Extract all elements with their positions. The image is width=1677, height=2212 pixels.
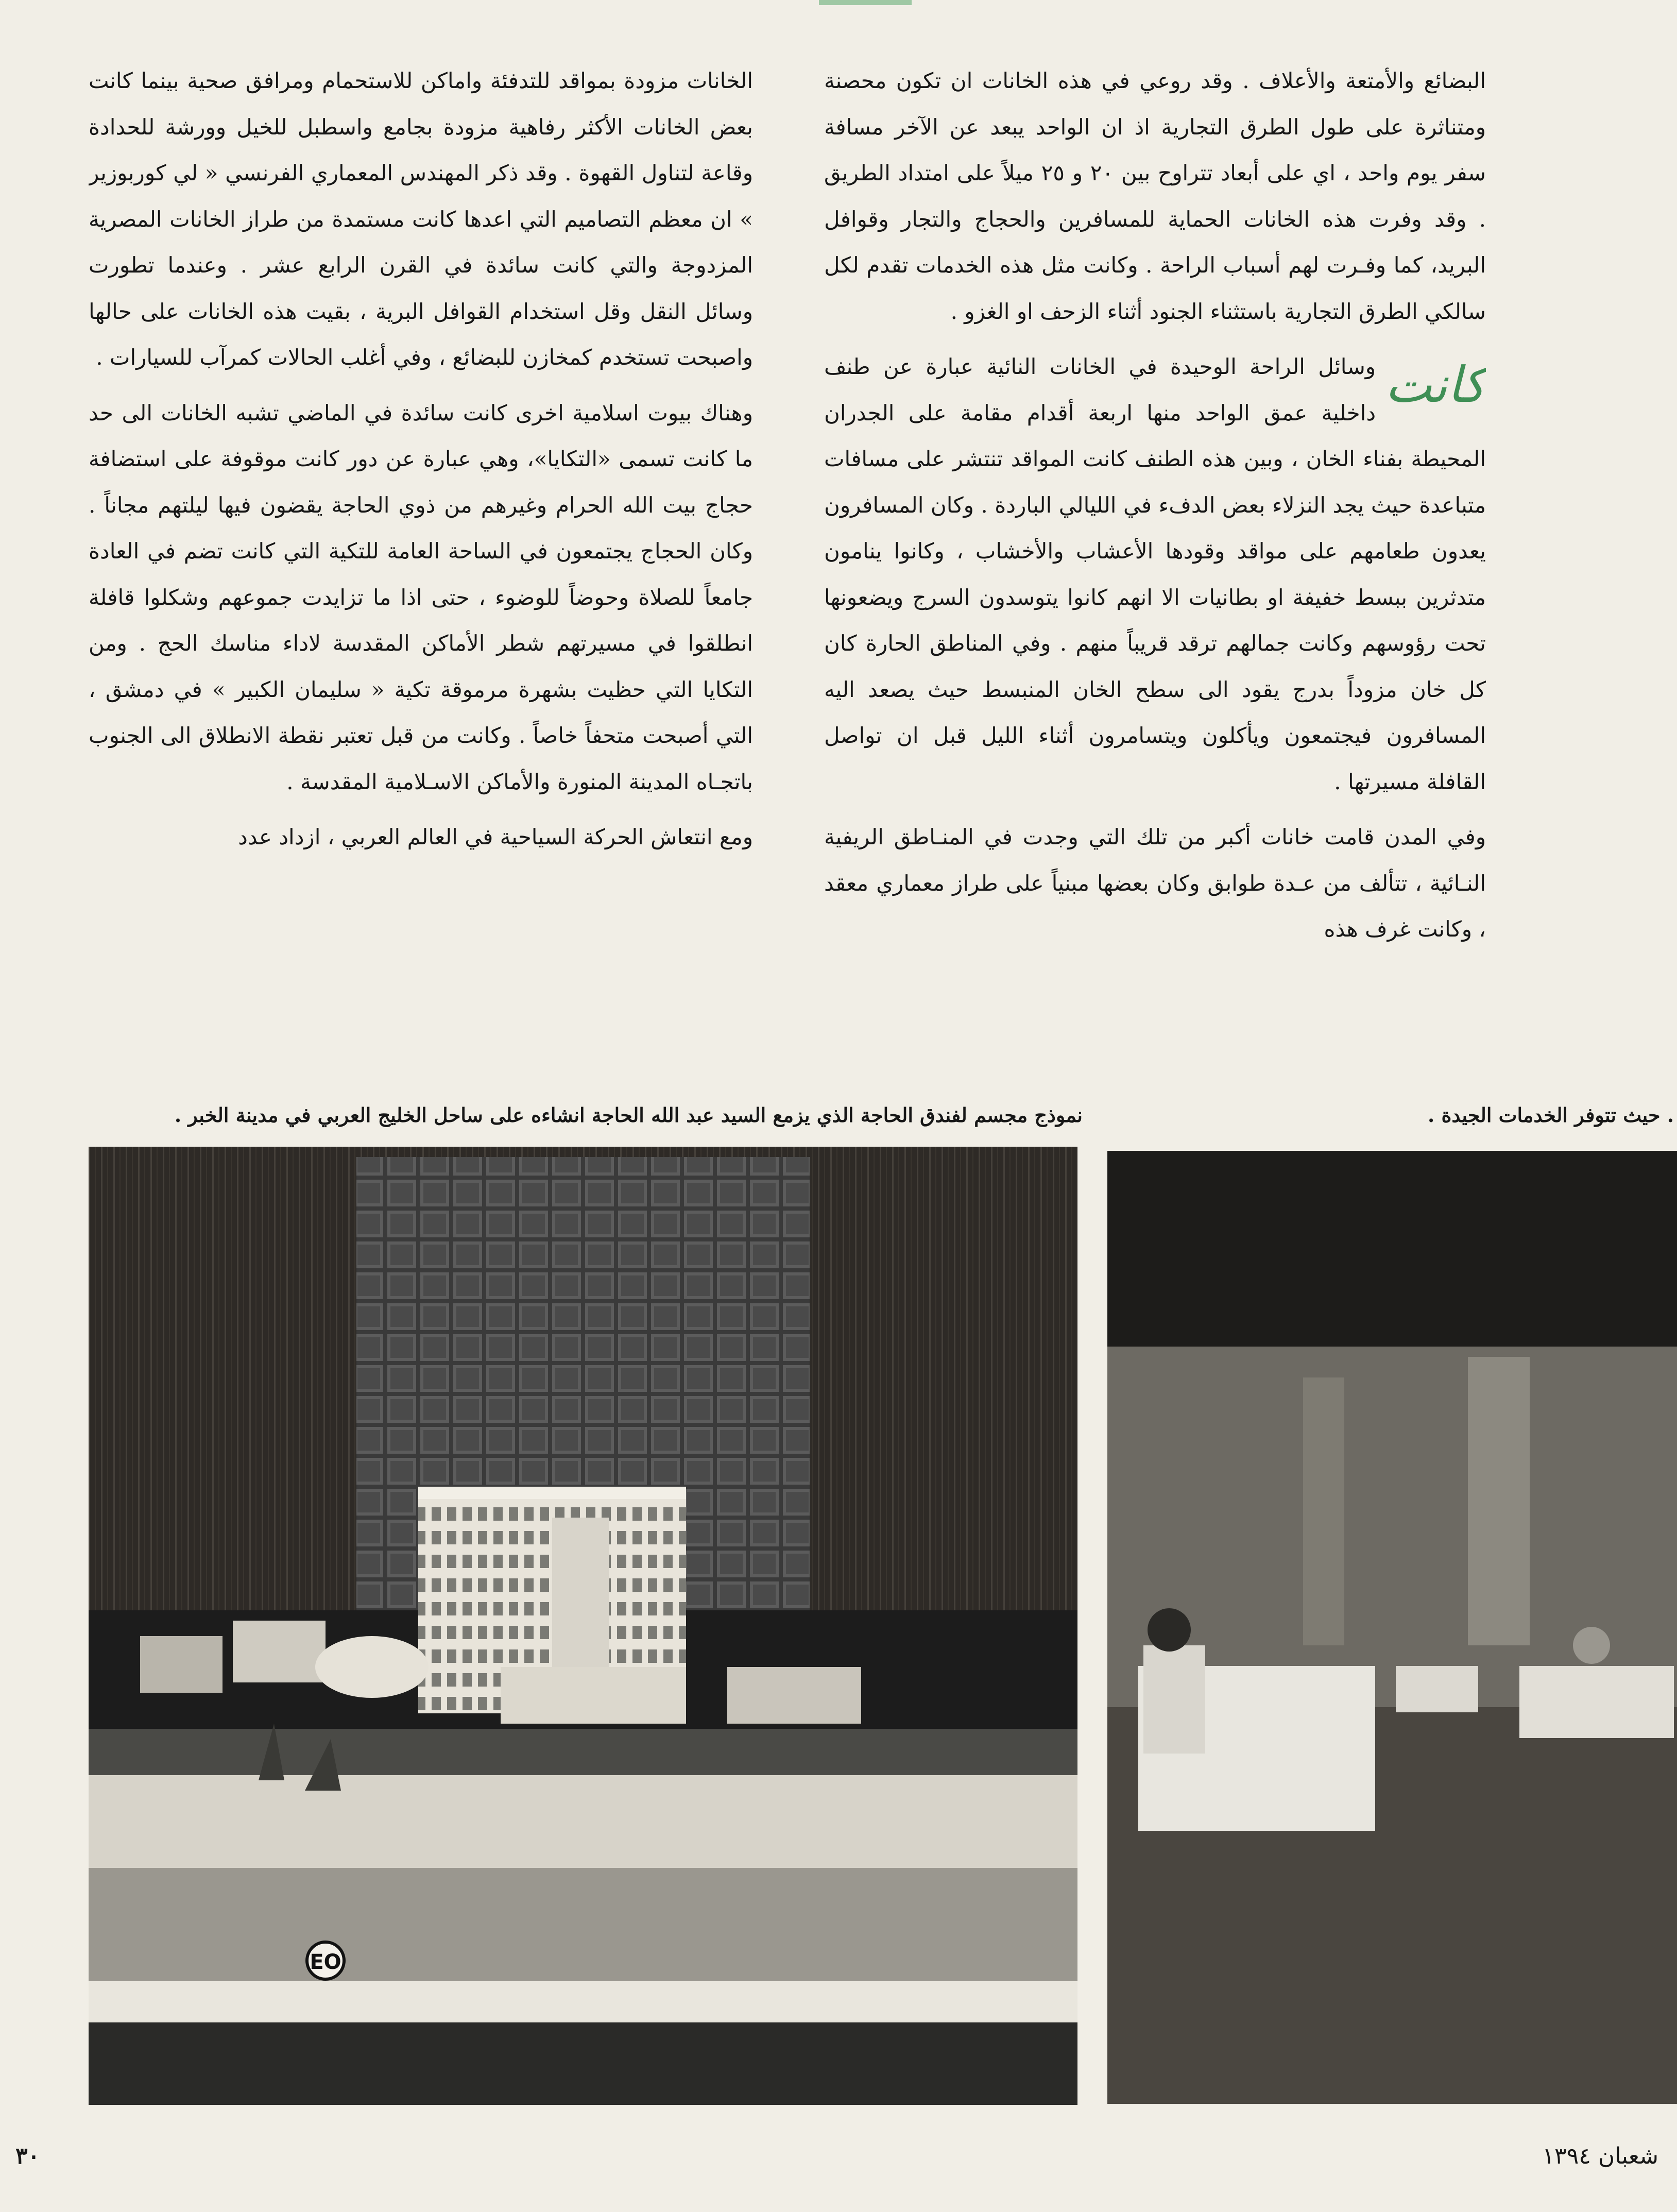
model-logo: EO (310, 1950, 341, 1974)
dining-room-illustration (1107, 1151, 1677, 2104)
paragraph: وفي المدن قامت خانات أكبر من تلك التي وجدت في المنـاطق الريفية النـائية ، تتألف من عـدة طوابق وكان بعضها مبنياً على طراز معماري معقد ، وكانت غرف هذه (824, 824, 1486, 942)
photo-caption-left: نموذج مجسم لفندق الحاجة الذي يزمع السيد عبد الله الحاجة انشاءه على ساحل الخليج العربي في مدينة الخبر . (174, 1103, 1083, 1127)
top-color-mark (819, 0, 912, 5)
paragraph: ومع انتعاش الحركة السياحية في العالم العربي ، ازداد عدد (238, 824, 753, 849)
article-column-left (89, 58, 753, 1016)
hotel-model-photo (89, 1147, 1077, 2105)
page-number: ٣٠ (15, 2143, 40, 2169)
paragraph: وهناك بيوت اسلامية اخرى كانت سائدة في الماضي تشبه الخانات الى حد ما كانت تسمى «التكايا»، وهي عبارة عن دور كانت موقوفة على استضافة حجاج بيت الله الحرام وغيرهم من ذوي الحاجة يقضون فيها ليلتهم مجاناً . وكان الحجاج يجتمعون في الساحة العامة للتكية التي كانت تضم في العادة جامعاً للصلاة وحوضاً للوضوء ، حتى اذا ما تزايدت جموعهم وشكلوا قافلة انطلقوا في مسيرتهم شطر الأماكن المقدسة لاداء مناسك الحج . ومن التكايا التي حظيت بشهرة مرموقة تكية « سليمان الكبير » في دمشق ، التي أصبحت متحفاً خاصاً . وكانت من قبل تعتبر نقطة الانطلاق الى الجنوب باتجـاه المدينة المنورة والأماكن الاسـلامية المقدسة . (89, 400, 753, 794)
photo-caption-right: . حيث تتوفر الخدمات الجيدة . (1428, 1103, 1674, 1127)
article-column-right (824, 58, 1486, 1016)
paragraph: الخانات مزودة بمواقد للتدفئة واماكن للاستحمام ومرافق صحية بينما كانت بعض الخانات الأكثر رفاهية مزودة بجامع واسطبل للخيل وورشة للحدادة وقاعة لتناول القهوة . وقد ذكر المهندس المعماري الفرنسي « لي كوربوزير » ان معظم التصاميم التي اعدها كانت مستمدة من طراز الخانات المصرية المزدوجة والتي كانت سائدة في القرن الرابع عشر . وعندما تطورت وسائل النقل وقل استخدام القوافل البرية ، بقيت هذه الخانات على حالها واصبحت تستخدم كمخازن للبضائع ، وفي أغلب الحالات كمرآب للسيارات . (89, 68, 753, 370)
paragraph: البضائع والأمتعة والأعلاف . وقد روعي في هذه الخانات ان تكون محصنة ومتناثرة على طول الطرق التجارية اذ ان الواحد يبعد عن الآخر مسافة سفر يوم واحد ، اي على أبعاد تتراوح بين ٢٠ و ٢٥ ميلاً على امتداد الطريق . وقد وفرت هذه الخانات الحماية للمسافرين والحجاج والتجار وقوافل البريد، كما وفـرت لهم أسباب الراحة . وكانت مثل هذه الخدمات تقدم لكل سالكي الطرق التجارية باستثناء الجنود أثناء الزحف او الغزو . (824, 68, 1486, 324)
paragraph: وسائل الراحة الوحيدة في الخانات النائية عبارة عن طنف داخلية عمق الواحد منها اربعة أقدام مقامة على الجدران المحيطة بفناء الخان ، وبين هذه الطنف كانت المواقد تنتشر على مسافات متباعدة حيث يجد النزلاء بعض الدفء في الليالي الباردة . وكان المسافرون يعدون طعامهم على مواقد وقودها الأعشاب والأخشاب ، وكانوا ينامون متدثرين ببسط خفيفة او بطانيات الا انهم كانوا يتوسدون السرج ويضعونها تحت رؤوسهم وكانت جمالهم ترقد قريباً منهم . وفي المناطق الحارة كان كل خان مزوداً بدرج يقود الى سطح الخان المنبسط حيث يصعد اليه المسافرون فيجتمعون ويأكلون ويتسامرون أثناء الليل قبل ان تواصل القافلة مسيرتها . (824, 354, 1486, 794)
issue-date: شعبان ١٣٩٤ (1542, 2143, 1658, 2169)
hotel-model-illustration (89, 1147, 1077, 2105)
dining-room-photo (1107, 1151, 1677, 2104)
drop-cap: كانت (1385, 356, 1486, 414)
